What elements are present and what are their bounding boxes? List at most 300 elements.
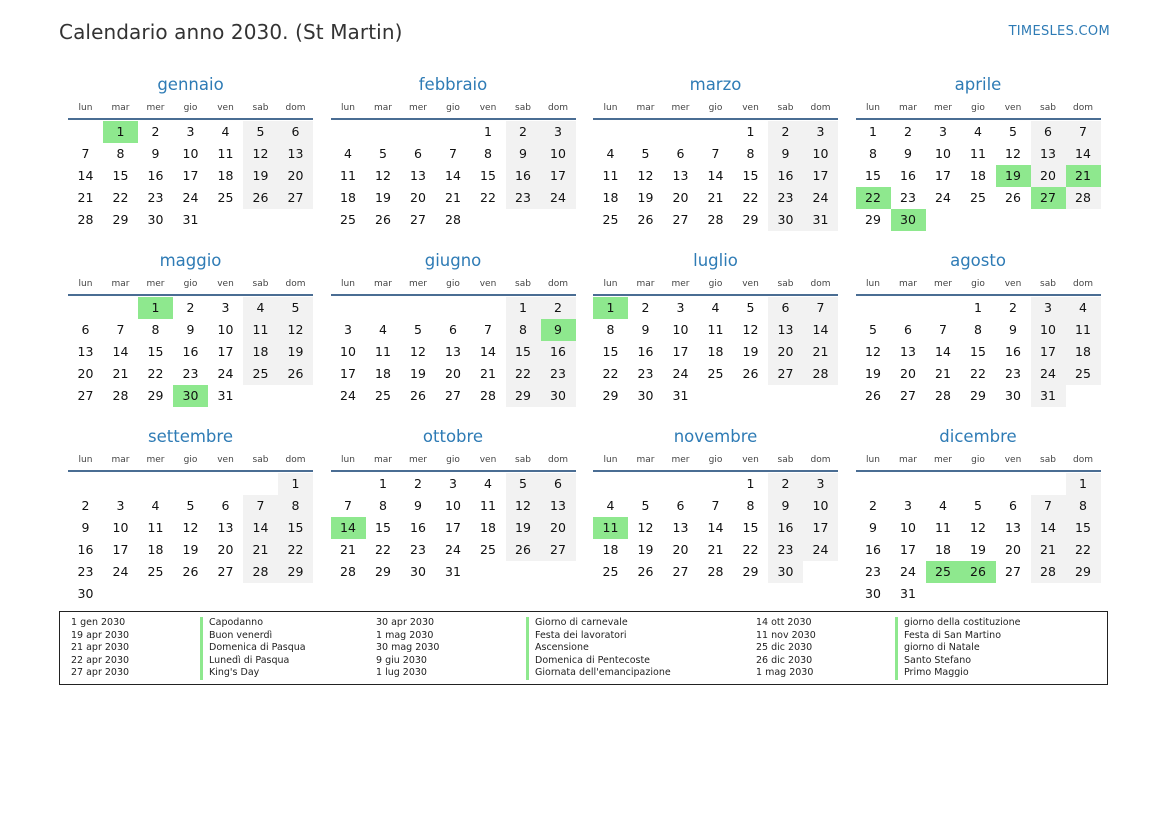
empty-cell [628, 473, 663, 495]
day-cell: 2 [151, 124, 160, 139]
weekday-label: gio [971, 279, 985, 289]
day-cell: 20 [900, 366, 916, 381]
legend-holiday-name: Giornata dell'emancipazione [526, 667, 671, 680]
legend-date: 14 ott 2030 [756, 617, 812, 628]
day-grid [331, 296, 576, 407]
legend-date: 1 mag 2030 [376, 629, 434, 641]
day-cell: 17 [340, 366, 356, 381]
site-link[interactable]: TIMESLES.COM [1008, 24, 1110, 39]
day-cell: 29 [602, 388, 619, 403]
day-cell: 16 [77, 542, 94, 557]
day-cell: 3 [676, 300, 685, 315]
weekday-header [331, 274, 576, 296]
weekday-label: lun [78, 103, 93, 113]
day-cell: 17 [1031, 341, 1066, 363]
day-cell: 8 [1066, 495, 1101, 517]
weekday-label: sab [252, 103, 269, 113]
day-cell: 14 [803, 319, 838, 341]
empty-cell [436, 121, 471, 143]
legend-date: 21 apr 2030 [71, 642, 130, 653]
day-cell: 27 [278, 187, 313, 209]
page-title: Calendario anno 2030. (St Martin) [59, 20, 403, 44]
day-cell: 4 [484, 476, 492, 491]
day-cell: 20 [1031, 165, 1066, 187]
day-cell: 2 [768, 121, 803, 143]
day-grid [593, 296, 838, 407]
day-cell: 7 [243, 495, 278, 517]
day-cell: 6 [221, 498, 230, 513]
day-cell: 9 [81, 520, 90, 535]
day-cell: 10 [340, 344, 356, 359]
day-cell: 30 [865, 586, 881, 601]
day-cell: 8 [869, 146, 877, 161]
legend-holiday-name: Capodanno [200, 617, 306, 630]
day-cell: 12 [970, 520, 986, 535]
day-cell: 20 [77, 366, 94, 381]
holiday-day-cell: 1 [593, 297, 628, 319]
day-grid [68, 120, 313, 231]
day-cell: 5 [243, 121, 278, 143]
day-cell: 11 [480, 498, 496, 513]
legend-date: 25 dic 2030 [756, 642, 813, 653]
empty-cell [331, 297, 366, 319]
day-cell: 24 [672, 366, 689, 381]
weekday-label: lun [341, 455, 355, 465]
legend-names-col-1 [200, 617, 306, 680]
day-cell: 2 [186, 300, 195, 315]
day-cell: 6 [676, 146, 685, 161]
day-cell: 16 [506, 165, 541, 187]
day-cell: 3 [904, 498, 912, 513]
day-cell: 30 [410, 564, 426, 579]
day-cell: 19 [410, 366, 426, 381]
empty-cell [698, 473, 733, 495]
legend-holiday-name: Santo Stefano [895, 655, 1020, 668]
day-cell: 5 [746, 300, 755, 315]
day-cell: 29 [970, 388, 986, 403]
day-cell: 4 [606, 498, 615, 513]
day-cell: 4 [151, 498, 160, 513]
holiday-day-cell: 14 [331, 517, 366, 539]
day-cell: 16 [865, 542, 881, 557]
holiday-day-cell: 21 [1066, 165, 1101, 187]
day-cell: 27 [672, 212, 689, 227]
day-cell: 20 [541, 517, 576, 539]
empty-cell [628, 121, 663, 143]
day-cell: 21 [243, 539, 278, 561]
weekday-label: mar [636, 103, 655, 113]
day-cell: 2 [81, 498, 90, 513]
weekday-label: dom [548, 455, 568, 465]
weekday-label: sab [777, 103, 794, 113]
day-cell: 30 [768, 561, 803, 583]
day-cell: 22 [1066, 539, 1101, 561]
weekday-label: gio [446, 103, 460, 113]
day-cell: 17 [900, 542, 916, 557]
day-cell: 29 [1066, 561, 1101, 583]
day-cell: 19 [637, 190, 654, 205]
day-cell: 2 [1009, 300, 1017, 315]
weekday-label: sab [1040, 103, 1056, 113]
empty-cell [401, 121, 436, 143]
weekday-label: mar [374, 455, 392, 465]
day-cell: 23 [410, 542, 426, 557]
day-cell: 14 [243, 517, 278, 539]
day-cell: 8 [379, 498, 387, 513]
empty-cell [68, 297, 103, 319]
day-cell: 11 [217, 146, 234, 161]
day-cell: 29 [865, 212, 881, 227]
empty-cell [401, 297, 436, 319]
day-grid [593, 120, 838, 231]
weekday-label: ven [479, 279, 497, 289]
legend-date: 30 apr 2030 [376, 617, 435, 628]
day-cell: 8 [278, 495, 313, 517]
day-cell: 12 [1005, 146, 1021, 161]
day-cell: 20 [217, 542, 234, 557]
day-cell: 23 [637, 366, 654, 381]
day-cell: 10 [445, 498, 461, 513]
holiday-day-cell: 1 [103, 121, 138, 143]
day-cell: 18 [217, 168, 234, 183]
legend-holiday-name: giorno di Natale [895, 642, 1020, 655]
weekday-label: sab [1040, 455, 1056, 465]
day-cell: 29 [147, 388, 164, 403]
day-cell: 7 [484, 322, 492, 337]
weekday-label: gio [708, 103, 723, 113]
day-cell: 22 [970, 366, 986, 381]
day-cell: 21 [935, 366, 951, 381]
weekday-label: dom [285, 279, 306, 289]
day-cell: 31 [672, 388, 689, 403]
day-cell: 24 [112, 564, 129, 579]
legend-dates-col-2 [376, 617, 439, 680]
day-cell: 25 [707, 366, 724, 381]
day-cell: 25 [243, 363, 278, 385]
day-cell: 4 [344, 146, 352, 161]
day-grid [856, 120, 1101, 231]
day-cell: 6 [81, 322, 90, 337]
day-cell: 25 [375, 388, 391, 403]
day-cell: 8 [151, 322, 160, 337]
day-cell: 11 [935, 520, 951, 535]
day-cell: 19 [375, 190, 391, 205]
day-cell: 11 [147, 520, 164, 535]
day-cell: 16 [1005, 344, 1021, 359]
weekday-label: mer [671, 279, 690, 289]
day-cell: 26 [243, 187, 278, 209]
day-cell: 15 [375, 520, 391, 535]
legend-date: 1 mag 2030 [756, 667, 814, 678]
day-cell: 20 [768, 341, 803, 363]
day-cell: 13 [77, 344, 94, 359]
holiday-day-cell: 19 [996, 165, 1031, 187]
empty-cell [173, 473, 208, 495]
day-cell: 15 [480, 168, 496, 183]
day-cell: 22 [742, 190, 759, 205]
weekday-label: mer [933, 455, 952, 465]
day-cell: 25 [480, 542, 496, 557]
day-cell: 24 [1031, 363, 1066, 385]
empty-cell [856, 473, 891, 495]
day-cell: 29 [742, 564, 759, 579]
legend-holiday-name: Lunedì di Pasqua [200, 655, 306, 668]
day-grid [331, 120, 576, 231]
empty-cell [926, 473, 961, 495]
day-cell: 5 [379, 146, 387, 161]
day-cell: 13 [768, 319, 803, 341]
day-cell: 3 [1031, 297, 1066, 319]
day-cell: 14 [707, 168, 724, 183]
month-name: febbraio [418, 75, 488, 94]
day-cell: 14 [77, 168, 94, 183]
day-cell: 26 [1005, 190, 1021, 205]
day-cell: 10 [803, 143, 838, 165]
day-cell: 23 [147, 190, 164, 205]
weekday-label: mer [146, 279, 165, 289]
weekday-label: lun [78, 279, 93, 289]
weekday-label: mer [671, 103, 690, 113]
day-cell: 11 [707, 322, 724, 337]
weekday-label: ven [1004, 279, 1022, 289]
month-name: dicembre [939, 427, 1017, 446]
empty-cell [593, 473, 628, 495]
day-cell: 6 [1031, 121, 1066, 143]
holiday-day-cell: 30 [891, 209, 926, 231]
empty-cell [208, 473, 243, 495]
day-cell: 31 [1031, 385, 1066, 407]
legend-holiday-name: giorno della costituzione [895, 617, 1020, 630]
day-cell: 26 [278, 363, 313, 385]
month-aprile [856, 72, 1101, 248]
day-cell: 4 [379, 322, 387, 337]
holiday-day-cell: 26 [961, 561, 996, 583]
day-cell: 28 [803, 363, 838, 385]
legend-names-col-3 [895, 617, 1020, 680]
weekday-label: mar [111, 103, 130, 113]
weekday-label: gio [708, 455, 723, 465]
day-cell: 18 [375, 366, 391, 381]
day-cell: 1 [746, 476, 755, 491]
day-cell: 17 [803, 517, 838, 539]
empty-cell [663, 473, 698, 495]
empty-cell [366, 297, 401, 319]
day-cell: 26 [182, 564, 199, 579]
day-cell: 11 [970, 146, 986, 161]
day-cell: 21 [480, 366, 496, 381]
weekday-header [856, 98, 1101, 120]
weekday-header [331, 98, 576, 120]
weekday-label: ven [217, 103, 234, 113]
weekday-label: sab [777, 279, 794, 289]
month-dicembre [856, 424, 1101, 600]
day-cell: 11 [340, 168, 356, 183]
month-maggio [68, 248, 313, 424]
day-cell: 15 [147, 344, 164, 359]
day-cell: 15 [742, 520, 759, 535]
day-cell: 18 [1066, 341, 1101, 363]
day-cell: 28 [1031, 561, 1066, 583]
day-cell: 12 [742, 322, 759, 337]
day-cell: 30 [77, 586, 94, 601]
day-cell: 22 [602, 366, 619, 381]
day-cell: 2 [768, 473, 803, 495]
weekday-label: mer [146, 103, 165, 113]
legend-holiday-name: Festa di San Martino [895, 630, 1020, 643]
day-cell: 30 [768, 209, 803, 231]
day-cell: 1 [278, 473, 313, 495]
day-cell: 9 [768, 143, 803, 165]
day-cell: 1 [506, 297, 541, 319]
weekday-label: mer [933, 279, 952, 289]
weekday-header [593, 98, 838, 120]
weekday-label: ven [742, 279, 759, 289]
day-cell: 14 [707, 520, 724, 535]
day-cell: 8 [974, 322, 982, 337]
day-cell: 27 [900, 388, 916, 403]
holiday-legend [59, 611, 1108, 685]
holiday-day-cell: 9 [541, 319, 576, 341]
day-cell: 13 [410, 168, 426, 183]
day-cell: 2 [904, 124, 912, 139]
weekday-label: mar [374, 103, 392, 113]
day-cell: 22 [375, 542, 391, 557]
day-cell: 12 [243, 143, 278, 165]
day-cell: 14 [1066, 143, 1101, 165]
day-cell: 23 [182, 366, 199, 381]
month-name: novembre [673, 427, 758, 446]
day-cell: 28 [243, 561, 278, 583]
weekday-header [593, 274, 838, 296]
day-cell: 5 [641, 498, 650, 513]
weekday-label: sab [252, 455, 269, 465]
day-cell: 21 [112, 366, 129, 381]
empty-cell [856, 297, 891, 319]
day-cell: 3 [541, 121, 576, 143]
day-cell: 13 [217, 520, 234, 535]
legend-dates-col-3 [756, 617, 816, 680]
day-cell: 21 [340, 542, 356, 557]
day-cell: 9 [641, 322, 650, 337]
day-cell: 6 [676, 498, 685, 513]
holiday-day-cell: 30 [173, 385, 208, 407]
day-cell: 4 [1066, 297, 1101, 319]
day-grid [856, 472, 1101, 605]
day-cell: 13 [672, 520, 689, 535]
day-cell: 28 [445, 212, 461, 227]
day-cell: 19 [742, 344, 759, 359]
day-cell: 8 [746, 498, 755, 513]
empty-cell [471, 297, 506, 319]
day-cell: 25 [340, 212, 356, 227]
day-cell: 29 [742, 212, 759, 227]
day-cell: 18 [243, 341, 278, 363]
day-cell: 7 [1031, 495, 1066, 517]
day-cell: 7 [449, 146, 457, 161]
empty-cell [926, 297, 961, 319]
day-cell: 17 [672, 344, 689, 359]
day-cell: 27 [217, 564, 234, 579]
weekday-header [856, 450, 1101, 472]
day-cell: 15 [506, 341, 541, 363]
holiday-day-cell: 1 [138, 297, 173, 319]
day-cell: 5 [506, 473, 541, 495]
month-name: giugno [424, 251, 482, 270]
day-cell: 7 [1066, 121, 1101, 143]
day-cell: 12 [637, 520, 654, 535]
month-gennaio [68, 72, 313, 248]
weekday-header [593, 450, 838, 472]
day-cell: 1 [379, 476, 387, 491]
day-cell: 12 [278, 319, 313, 341]
empty-cell [68, 121, 103, 143]
weekday-label: lun [341, 279, 355, 289]
day-cell: 11 [375, 344, 391, 359]
day-cell: 24 [803, 539, 838, 561]
day-cell: 25 [970, 190, 986, 205]
day-cell: 4 [243, 297, 278, 319]
weekday-label: gio [446, 279, 460, 289]
day-cell: 7 [711, 146, 720, 161]
day-cell: 8 [506, 319, 541, 341]
day-cell: 1 [974, 300, 982, 315]
weekday-label: gio [183, 455, 198, 465]
weekday-label: ven [217, 279, 234, 289]
day-cell: 10 [1031, 319, 1066, 341]
day-cell: 29 [506, 385, 541, 407]
day-cell: 31 [803, 209, 838, 231]
empty-cell [996, 473, 1031, 495]
weekday-label: dom [548, 103, 568, 113]
weekday-label: mer [408, 103, 427, 113]
day-cell: 30 [1005, 388, 1021, 403]
day-cell: 27 [768, 363, 803, 385]
weekday-label: ven [1004, 103, 1022, 113]
day-cell: 1 [869, 124, 877, 139]
day-cell: 10 [112, 520, 129, 535]
empty-cell [68, 473, 103, 495]
weekday-label: gio [708, 279, 723, 289]
weekday-label: dom [810, 103, 831, 113]
day-cell: 21 [803, 341, 838, 363]
empty-cell [243, 473, 278, 495]
day-cell: 14 [1031, 517, 1066, 539]
day-cell: 18 [970, 168, 986, 183]
day-cell: 20 [445, 366, 461, 381]
day-cell: 13 [1031, 143, 1066, 165]
day-cell: 24 [935, 190, 951, 205]
day-cell: 28 [707, 212, 724, 227]
day-cell: 5 [869, 322, 877, 337]
day-cell: 23 [541, 363, 576, 385]
day-cell: 22 [480, 190, 496, 205]
day-cell: 25 [602, 212, 619, 227]
legend-date: 22 apr 2030 [71, 654, 130, 666]
day-cell: 24 [217, 366, 234, 381]
day-cell: 6 [541, 473, 576, 495]
empty-cell [891, 297, 926, 319]
weekday-label: gio [446, 455, 460, 465]
day-cell: 6 [904, 322, 912, 337]
empty-cell [961, 473, 996, 495]
day-cell: 2 [641, 300, 650, 315]
day-cell: 28 [77, 212, 94, 227]
day-cell: 3 [344, 322, 352, 337]
holiday-day-cell: 27 [1031, 187, 1066, 209]
weekday-label: mar [899, 279, 917, 289]
day-grid [593, 472, 838, 583]
day-cell: 3 [186, 124, 195, 139]
